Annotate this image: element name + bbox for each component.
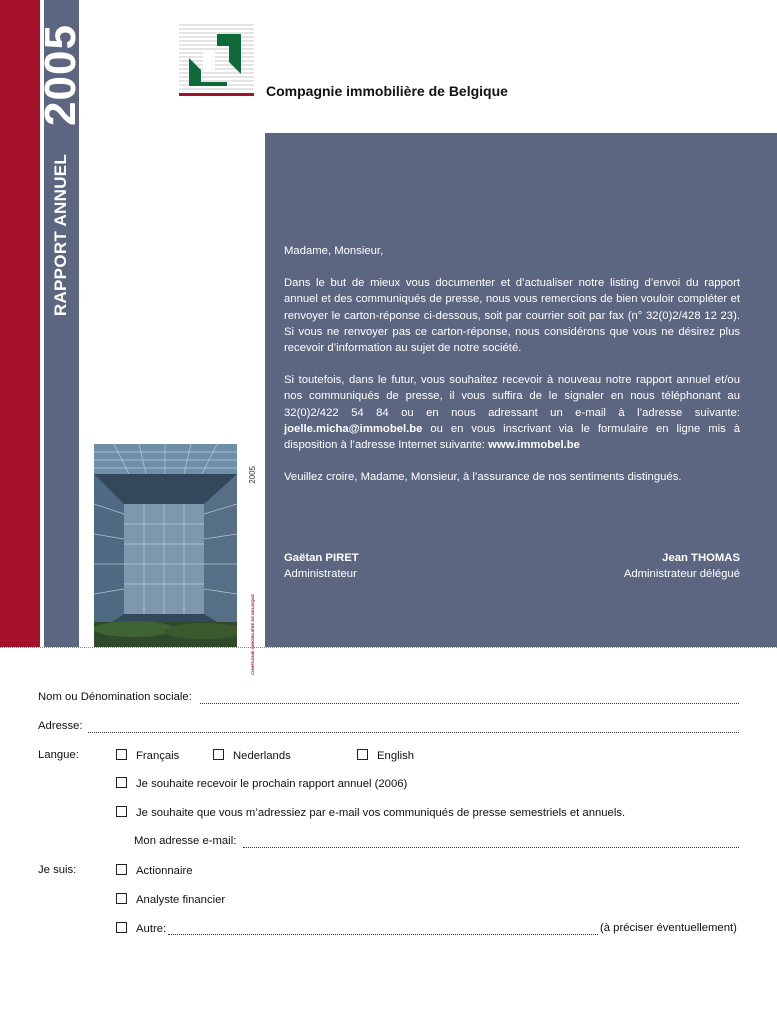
sidebar-title: RAPPORT ANNUEL [51, 153, 70, 317]
press-option-label: Je souhaite que vous m’adressiez par e-mail vos communiqués de presse semestriels et annuels. [136, 807, 626, 819]
language-french-label: Français [136, 750, 180, 762]
letter-body [284, 243, 740, 501]
cover-spine-title: COMPAGNIE IMMOBILIÈRE DE BELGIQUE [250, 594, 255, 675]
report-option-label: Je souhaite recevoir le prochain rapport annuel (2006) [136, 778, 408, 790]
role-shareholder-label: Actionnaire [136, 865, 193, 877]
signature-right [624, 550, 740, 582]
language-english-label: English [377, 750, 415, 762]
checkbox-other[interactable] [116, 922, 127, 933]
language-label: Langue: [38, 749, 79, 761]
role-analyst-option[interactable] [116, 893, 225, 906]
letter-paragraph-2 [284, 372, 740, 453]
signatory-right-name: Jean THOMAS [662, 552, 740, 564]
iam-label: Je suis: [38, 864, 77, 876]
checkbox-english[interactable] [357, 749, 368, 760]
other-suffix: (à préciser éventuellement) [600, 922, 737, 934]
signatory-left-name: Gaëtan PIRET [284, 552, 359, 564]
press-option[interactable] [116, 806, 625, 819]
annual-report-cover-image [94, 444, 257, 675]
address-input-line[interactable] [88, 732, 739, 733]
signature-left [284, 550, 359, 582]
language-dutch-option[interactable] [213, 749, 291, 762]
checkbox-french[interactable] [116, 749, 127, 760]
role-other-option[interactable] [116, 922, 166, 935]
website-link[interactable]: www.immobel.be [488, 439, 580, 452]
cover-spine [237, 444, 257, 675]
cover-year: 2005 [248, 466, 257, 484]
address-label: Adresse: [38, 720, 83, 732]
contact-email-link[interactable]: joelle.micha@immobel.be [284, 422, 423, 435]
checkbox-analyst[interactable] [116, 893, 127, 904]
immobel-logo-icon [179, 22, 254, 96]
checkbox-shareholder[interactable] [116, 864, 127, 875]
language-english-option[interactable] [357, 749, 414, 762]
letter-panel [265, 133, 777, 647]
red-side-band [0, 0, 40, 647]
email-input-line[interactable] [243, 847, 739, 848]
signatory-right-title: Administrateur délégué [623, 568, 740, 580]
sidebar-year: 2005 [36, 24, 85, 126]
checkbox-press-releases[interactable] [116, 806, 127, 817]
cut-line [0, 647, 777, 648]
name-label: Nom ou Dénomination sociale: [38, 691, 192, 703]
checkbox-dutch[interactable] [213, 749, 224, 760]
language-dutch-label: Nederlands [233, 750, 291, 762]
checkbox-annual-report[interactable] [116, 777, 127, 788]
paragraph-2-text-a: Si toutefois, dans le futur, vous souhaitez recevoir à nouveau notre rapport annuel et/ou nos communiqués de presse, il vous suffira de le signaler en nous téléphonant au 32(0)2/422 54 84 ou en nous adressant un e-mail à l’adresse suivante: [284, 374, 740, 419]
role-shareholder-option[interactable] [116, 864, 193, 877]
company-name: Compagnie immobilière de Belgique [266, 83, 508, 99]
signatory-left-title: Administrateur [284, 568, 357, 580]
language-french-option[interactable] [116, 749, 179, 762]
role-other-label: Autre: [136, 923, 167, 935]
email-label: Mon adresse e-mail: [134, 835, 237, 847]
letter-closing: Veuillez croire, Madame, Monsieur, à l’assurance de nos sentiments distingués. [284, 471, 682, 484]
letter-greeting: Madame, Monsieur, [284, 245, 384, 257]
other-input-line[interactable] [168, 934, 598, 935]
role-analyst-label: Analyste financier [136, 894, 226, 906]
report-option[interactable] [116, 777, 407, 790]
paragraph-2-text-b: ou en vous inscrivant via le formulaire en ligne mis à disposition à l’adresse Internet suivante: [284, 422, 740, 452]
name-input-line[interactable] [200, 703, 739, 704]
letter-paragraph-1: Dans le but de mieux vous documenter et d’actualiser notre listing d’envoi du rapport annuel et des communiqués de presse, nous vous remercions de bien vouloir compléter et renvoyer le carton-réponse ci-dessous, soit par courrier soit par fax (n° 32(0)2/428 12 23). Si vous ne renvoyer pas ce carton-réponse, nous considérons que vous ne désirez plus recevoir d’information au sujet de notre société. [284, 277, 740, 355]
